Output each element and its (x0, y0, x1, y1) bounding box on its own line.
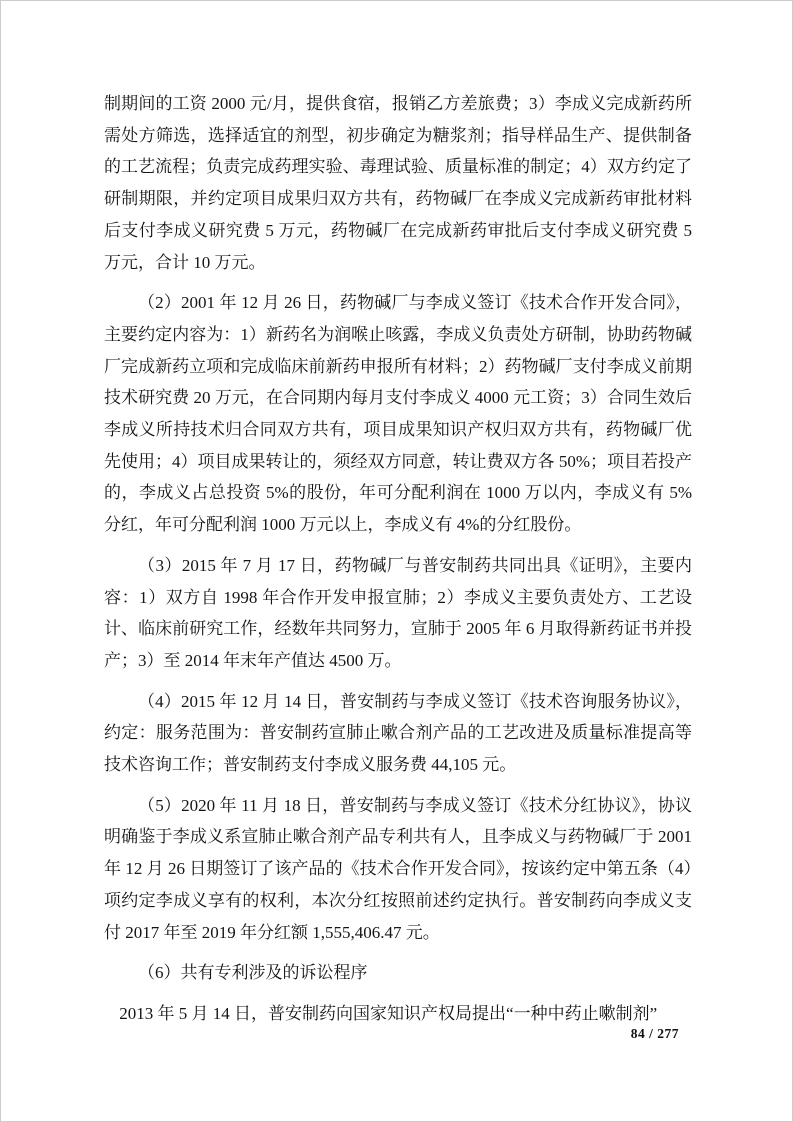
document-body (104, 88, 692, 1039)
paragraph-item-4: （4）2015 年 12 月 14 日，普安制药与李成义签订《技术咨询服务协议》，约定：服务范围为：普安制药宣肺止嗽合剂产品的工艺改进及质量标准提高等技术咨询工作；普安制药支付李成义服务费 44,105 元。 (104, 691, 692, 775)
paragraph-last-line: 2013 年 5 月 14 日，普安制药向国家知识产权局提出“一种中药止嗽制剂” (119, 1003, 658, 1023)
page-number: 84 / 277 (630, 1026, 679, 1041)
paragraph-item-2: （2）2001 年 12 月 26 日，药物碱厂与李成义签订《技术合作开发合同》，主要约定内容为：1）新药名为润喉止咳露，李成义负责处方研制，协助药物碱厂完成新药立项和完成临床前新药申报所有材料；2）药物碱厂支付李成义前期技术研究费 20 万元，在合同期内每月支付李成义 4000 元工资；3）合同生效后李成义所持技术归合同双方共有，项目成果知识产权归双方共有，药物碱厂优先使用；4）项目成果转让的，须经双方同意，转让费双方各 50%；项目若投产的，李成义占总投资 5%的股份，年可分配利润在 1000 万以内，李成义有 5%分红，年可分配利润 1000 万元以上，李成义有 4%的分红股份。 (104, 293, 692, 535)
paragraph-item-6-heading: （6）共有专利涉及的诉讼程序 (138, 963, 368, 983)
paragraph-item-5: （5）2020 年 11 月 18 日，普安制药与李成义签订《技术分红协议》，协议明确鉴于李成义系宣肺止嗽合剂产品专利共有人，且李成义与药物碱厂于 2001 年 12 月 26 日期签订了该产品的《技术合作开发合同》，按该约定中第五条（4）项约定李成义享有的权利，本次分红按照前述约定执行。普安制药向李成义支付 2017 年至 2019 年分红额 1,555,406.47 元。 (104, 795, 692, 942)
paragraph-continuation: 制期间的工资 2000 元/月，提供食宿，报销乙方差旅费；3）李成义完成新药所需处方筛选，选择适宜的剂型，初步确定为糖浆剂；指导样品生产、提供制备的工艺流程；负责完成药理实验、毒理试验、质量标准的制定；4）双方约定了研制期限，并约定项目成果归双方共有，药物碱厂在李成义完成新药审批材料后支付李成义研究费 5 万元，药物碱厂在完成新药审批后支付李成义研究费 5 万元，合计 10 万元。 (104, 94, 692, 272)
paragraph-item-3: （3）2015 年 7 月 17 日，药物碱厂与普安制药共同出具《证明》，主要内容：1）双方自 1998 年合作开发申报宣肺；2）李成义主要负责处方、工艺设计、临床前研究工作，经数年共同努力，宣肺于 2005 年 6 月取得新药证书并投产；3）至 2014 年末年产值达 4500 万。 (104, 555, 692, 670)
